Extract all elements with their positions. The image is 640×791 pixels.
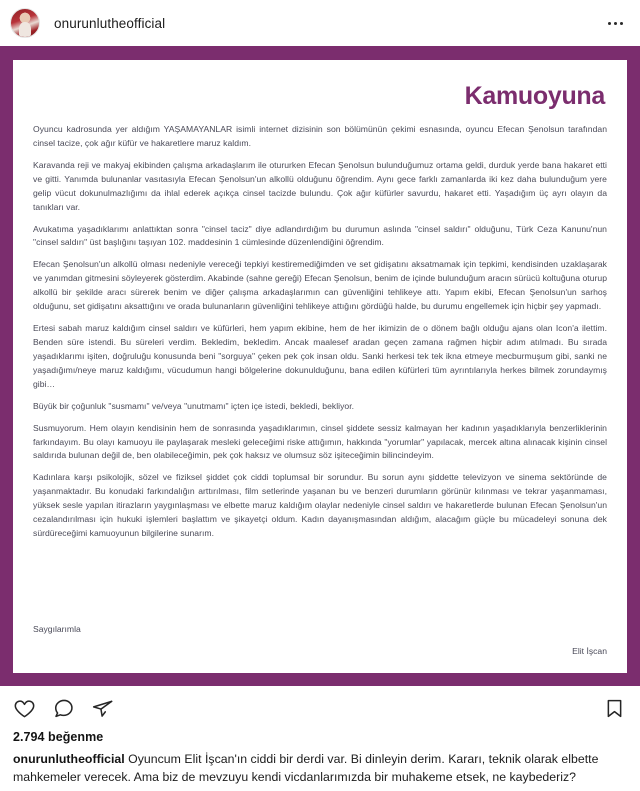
post-username[interactable]: onurunlutheofficial [54,15,166,31]
statement-paragraph: Avukatıma yaşadıklarımı anlattıktan sonra "cinsel taciz" diye adlandırdığım bu durumun aslında "cinsel saldırı" olduğunu, Türk Ceza Kanunu'nun "cinsel saldırı" üst başlığını taşıyan 102. maddesinin 1 cümlesinde düzenlendiğini öğrendim. [33,223,607,248]
statement-paragraph: Karavanda reji ve makyaj ekibinden çalışma arkadaşlarım ile otururken Efecan Şenolsun bulunduğumuz ortama geldi, durduk yerde bana hakaret etti ve gitti. Yanımda bulunanlar vasıtasıyla Efecan Şenolsun'un alkollü olduğunu öğrendim. Aynı gece farklı zamanlarda iki kez daha bulunduğum yere gelip vücut dokunulmazlığımı da ihlal ederek açıkça cinsel tacizde bulundu. Çok ağır küfürler savurdu, hakaret etti. Yaşadığım üç ayrı olayın da tanıkları var. [33,159,607,212]
statement-body [33,123,607,659]
post-caption [13,750,626,787]
statement-paragraph: Kadınlara karşı psikolojik, sözel ve fiziksel şiddet çok ciddi toplumsal bir sorundur. Bu sorun aynı şiddette televizyon ve sinema sektöründe de yaşanmaktadır. Bu konudaki farkındalığın arttırılması, film setlerinde yaşanan bu ve benzeri durumların görünür kılınması ve tekrar yaşanmaması, yüksek sesle yapılan itirazların yaygınlaşması ve elbette maruz kaldığım olaylar nedeniyle cinsel saldırı ve hakaretlerde bulunan Efecan Şenolsun'un cezalandırılması için hukuki işlemleri başlattım ve şikayetçi oldum. Kadın dayanışmasından aldığım, alacağım güçle bu mücadeleyi sonuna dek sürdüreceğimi kamuoyunun bilgilerine sunarım. [33,472,607,539]
share-icon[interactable] [90,696,114,720]
statement-signature-block [33,621,607,659]
dot-1 [608,22,611,25]
statement-paragraph: Susmuyorum. Hem olayın kendisinin hem de sonrasında yaşadıklarımın, cinsel şiddete sessiz kalmayan her kadının yaşadıklarıyla benzerliklerinin farkındayım. Bu olayı kamuoyu ile paylaşarak mesleki geleceğimi riske attığımın, hakkında "yorumlar" yapılacak, mercek altına alınacak kişinin cinsel saldırıda bulunan değil de, ben olabileceğimin, pek çok haksız ve olumsuz söz işiteceğimin bilincindeyim. [33,422,607,461]
avatar[interactable] [10,8,40,38]
statement-author-name: Elit İşcan [572,646,607,657]
statement-regards: Saygılarımla [33,624,81,635]
like-count[interactable]: 2.794 beğenme [13,730,104,744]
action-bar-left [12,696,114,720]
statement-title: Kamuoyuna [464,82,605,110]
more-options-icon[interactable] [602,12,628,34]
like-icon[interactable] [12,696,36,720]
caption-text: Oyuncum Elit İşcan'ın ciddi bir derdi var. Bi dinleyin derim. Kararı, teknik olarak elbette mahkemeler verecek. Ama biz de mevzuyu kendi vicdanlarımızda bir muhakeme etsek, ne kaybederiz? [13,752,599,785]
caption-username[interactable]: onurunlutheofficial [13,752,125,766]
statement-paragraph: Oyuncu kadrosunda yer aldığım YAŞAMAYANLAR isimli internet dizisinin son bölümünün çekimi esnasında, oyuncu Efecan Şenolsun tarafından cinsel tacize, çok ağır küfür ve hakaretlere maruz kaldım. [33,124,607,148]
statement-paragraph: Büyük bir çoğunluk "susmamı" ve/veya "unutmamı" içten içe istedi, bekledi, bekliyor. [33,400,355,411]
post-media[interactable] [0,46,640,686]
statement-paragraph: Efecan Şenolsun'un alkollü olması nedeniyle vereceği tepkiyi kestiremediğimden ve set gidişatını aksatmamak için tepkimi, kendisinden uzaklaşarak ve yanımdan gitmesini söyleyerek gösterdim. Akabinde (sahne gereği) Efecan Şenolsun, benim de içinde bulunduğum aracın sürücü koltuğuna oturup alkollü bir şekilde aracı sürerek benim ve diğer çalışma arkadaşlarımın can güvenliğini tehlikeye attı. Yapım ekibi, Efecan Şenolsun'un sarhoş olduğunu, set gidişatını aksattığını ve orada bulunanların güvenliğini tehlikeye attığını gördüğü halde, bu durumu engellemek için hiçbir şey yapmadı. [33,259,607,312]
comment-icon[interactable] [51,696,75,720]
post-header [0,0,640,46]
post-footer [0,730,640,791]
statement-sheet [13,60,627,673]
post-action-bar [0,686,640,730]
dot-3 [620,22,623,25]
statement-paragraph: Ertesi sabah maruz kaldığım cinsel saldırı ve küfürleri, hem yapım ekibine, hem de her ikimizin de o dönem bağlı olduğu ajans olan Icon'a ilettim. Benden süre istendi. Bu süreleri verdim. Bekledim, bekledim. Ancak maalesef aradan geçen zamana rağmen hiçbir adım atılmadı. Bu sırada yaşadıklarımı işiten, doğruluğu konusunda beni "sorguya" çeken pek çok insan oldu. Sanki herkesi tek tek ikna etmeye mecburmuşum gibi, sanki ne yaşadığımı/neye maruz kaldığımı, vücudumun hangi bölgelerine dokunulduğunu, bana edilen küfürleri tüm ayrıntılarıyla herkes bilmek zorundaymış gibi… [33,323,607,389]
bookmark-icon[interactable] [602,696,626,720]
dot-2 [614,22,617,25]
